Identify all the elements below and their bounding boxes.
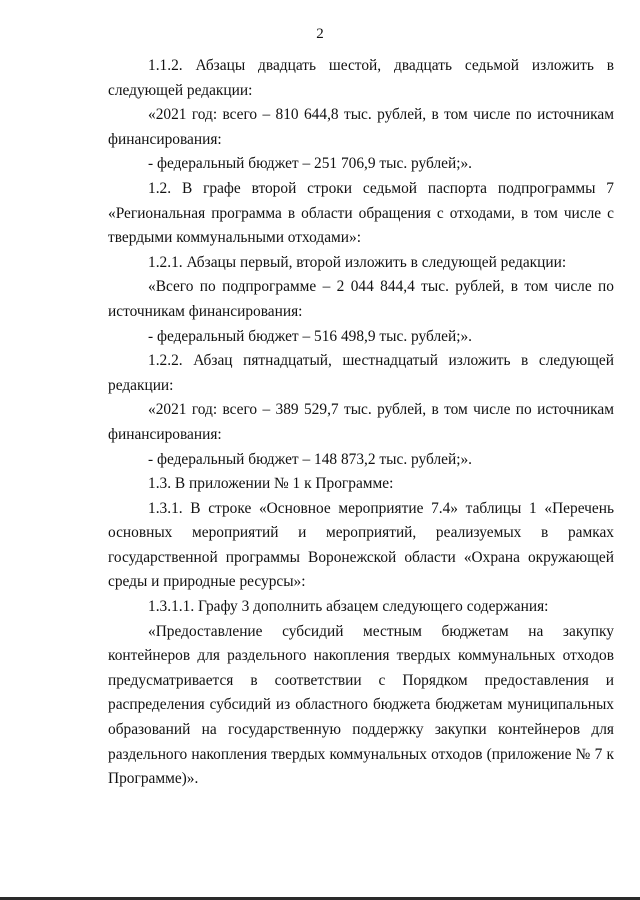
paragraph-federal-budget-1: - федеральный бюджет – 251 706,9 тыс. рублей;». [148,155,473,173]
paragraph-1-1-2: 1.1.2. Абзацы двадцать шестой, двадцать седьмой изложить в следующей редакции: [108,57,614,99]
paragraph-1-3-1-1: 1.3.1.1. Графу 3 дополнить абзацем следующего содержания: [148,598,549,616]
paragraph-federal-budget-3: - федеральный бюджет – 148 873,2 тыс. рублей;». [148,450,473,468]
paragraph-1-2: 1.2. В графе второй строки седьмой паспорта подпрограммы 7 «Региональная программа в области обращения с отходами, в том числе с твердыми коммунальными отходами»: [108,179,614,247]
document-body [108,54,614,792]
page-number: 2 [316,26,324,42]
paragraph-1-2-1: 1.2.1. Абзацы первый, второй изложить в следующей редакции: [148,253,567,271]
paragraph-subsidies: «Предоставление субсидий местным бюджетам на закупку контейнеров для раздельного накопления твердых коммунальных отходов предусматривается в соответствии с Порядком предоставления и распределения субсидий из областного бюджета бюджетам муниципальных образований на государственную поддержку закупки контейнеров для раздельного накопления твердых коммунальных отходов (приложение № 7 к Программе)». [108,622,614,788]
paragraph-1-3-1: 1.3.1. В строке «Основное мероприятие 7.4» таблицы 1 «Перечень основных мероприятий и мероприятий, реализуемых в рамках государственной программы Воронежской области «Охрана окружающей среды и природные ресурсы»: [108,499,614,591]
paragraph-1-2-2: 1.2.2. Абзац пятнадцатый, шестнадцатый изложить в следующей редакции: [108,352,614,394]
paragraph-1-3: 1.3. В приложении № 1 к Программе: [148,475,394,493]
paragraph-federal-budget-2: - федеральный бюджет – 516 498,9 тыс. рублей;». [148,327,473,345]
paragraph-subprogram-total: «Всего по подпрограмме – 2 044 844,4 тыс. рублей, в том числе по источникам финансирования: [108,278,614,320]
paragraph-2021-total: «2021 год: всего – 810 644,8 тыс. рублей, в том числе по источникам финансирования: [108,106,614,148]
paragraph-2021-total-2: «2021 год: всего – 389 529,7 тыс. рублей, в том числе по источникам финансирования: [108,401,614,443]
